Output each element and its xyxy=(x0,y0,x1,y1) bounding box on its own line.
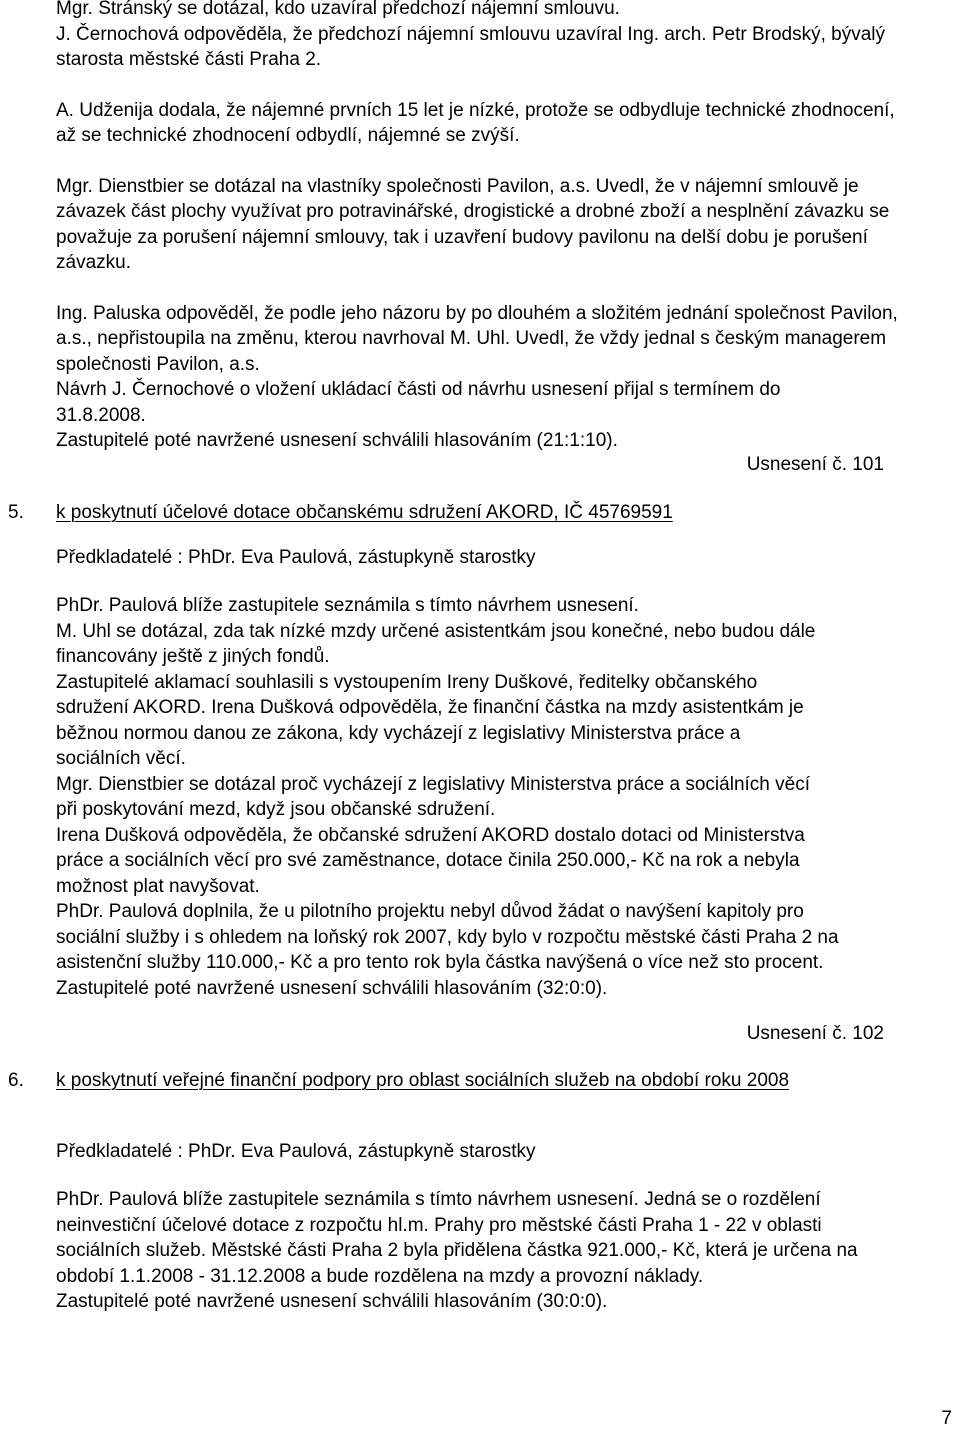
item-number: 5. xyxy=(8,502,24,523)
paragraph: Zastupitelé poté navržené usnesení schválili hlasováním (30:0:0). xyxy=(56,1291,608,1312)
presenter: Předkladatelé : PhDr. Eva Paulová, zástupkyně starostky xyxy=(56,1141,536,1162)
item6-presenter xyxy=(56,1139,906,1165)
item5-presenter xyxy=(56,545,906,571)
presenter: Předkladatelé : PhDr. Eva Paulová, zástupkyně starostky xyxy=(56,547,536,568)
paragraph: PhDr. Paulová blíže zastupitele seznámila s tímto návrhem usnesení. Jedná se o rozdělení neinvestiční účelové dotace z rozpočtu hl.m. Prahy pro městské části Praha 1 - 22 v oblasti sociálních služeb. Městské části Praha 2 byla přidělena částka 921.000,- Kč, která je určena na období 1.1.2008 - 31.12.2008 a bude rozdělena na mzdy a provozní náklady. xyxy=(56,1189,858,1287)
item5-body xyxy=(56,593,846,1001)
resolution-number: Usnesení č. 102 xyxy=(746,1023,884,1044)
paragraph: Mgr. Dienstbier se dotázal proč vycházejí z legislativy Ministerstva práce a sociálních věcí při poskytování mezd, když jsou občanské sdružení. xyxy=(56,773,810,820)
paragraph: Mgr. Dienstbier se dotázal na vlastníky společnosti Pavilon, a.s. Uvedl, že v nájemní smlouvě je závazek část plochy využívat pro potravinářské, drogistické a drobné zboží a nesplnění závazku se považuje za porušení nájemní smlouvy, tak i uzavření budovy pavilonu na delší dobu je porušení závazku. xyxy=(56,175,890,273)
item-title-text: k poskytnutí účelové dotace občanskému sdružení AKORD, IČ 45769591 xyxy=(56,502,673,523)
paragraph: Ing. Paluska odpověděl, že podle jeho názoru by po dlouhém a složitém jednání společnost Pavilon, a.s., nepřistoupila na změnu, kterou navrhoval M. Uhl. Uvedl, že vždy jednal s českým managerem společnosti Pavilon, a.s. xyxy=(56,302,898,375)
paragraph: M. Uhl se dotázal, zda tak nízké mzdy určené asistentkám jsou konečné, nebo budou dále financovány ještě z jiných fondů. xyxy=(56,620,816,667)
paragraph: A. Udženija dodala, že nájemné prvních 15 let je nízké, protože se odbydluje technické zhodnocení, až se technické zhodnocení odbydlí, nájemné se zvýší. xyxy=(56,99,895,146)
paragraph: Zastupitelé poté navržené usnesení schválili hlasováním (32:0:0). xyxy=(56,977,608,999)
paragraph: PhDr. Paulová doplnila, že u pilotního projektu nebyl důvod žádat o navýšení kapitoly pro sociální služby i s ohledem na loňský rok 2007, kdy bylo v rozpočtu městské části Praha 2 na asistenční služby 110.000,- Kč a pro tento rok byla částka navýšená o více než sto procent. xyxy=(56,901,839,973)
resolution-number: Usnesení č. 101 xyxy=(746,454,884,475)
item-title xyxy=(56,500,906,526)
paragraph: Návrh J. Černochové o vložení ukládací části od návrhu usnesení přijal s termínem do 31.8.2008. xyxy=(56,379,781,426)
item-title-text: k poskytnutí veřejné finanční podpory pro oblast sociálních služeb na období roku 2008 xyxy=(56,1070,790,1091)
paragraph: Zastupitelé aklamací souhlasili s vystoupením Ireny Duškové, ředitelky občanského sdružení AKORD. Irena Dušková odpověděla, že finanční částka na mzdy asistentkám je běžnou normou danou ze zákona, kdy vycházejí z legislativy Ministerstva práce a sociálních věcí. xyxy=(56,671,804,769)
paragraph: Irena Dušková odpověděla, že občanské sdružení AKORD dostalo dotaci od Ministerstva práce a sociálních věcí pro své zaměstnance, dotace činila 250.000,- Kč na rok a nebyla možnost plat navyšovat. xyxy=(56,824,805,897)
page-number: 7 xyxy=(941,1408,952,1429)
paragraph: J. Černochová odpověděla, že předchozí nájemní smlouvu uzavíral Ing. arch. Petr Brodský, bývalý starosta městské části Praha 2. xyxy=(56,23,886,70)
item-number: 6. xyxy=(8,1070,24,1091)
paragraph: PhDr. Paulová blíže zastupitele seznámila s tímto návrhem usnesení. xyxy=(56,595,639,616)
intro-block xyxy=(56,0,901,454)
paragraph: Mgr. Stránský se dotázal, kdo uzavíral předchozí nájemní smlouvu. xyxy=(56,0,620,19)
item-title xyxy=(56,1068,886,1094)
paragraph: Zastupitelé poté navržené usnesení schválili hlasováním (21:1:10). xyxy=(56,430,618,451)
item6-body xyxy=(56,1187,871,1315)
